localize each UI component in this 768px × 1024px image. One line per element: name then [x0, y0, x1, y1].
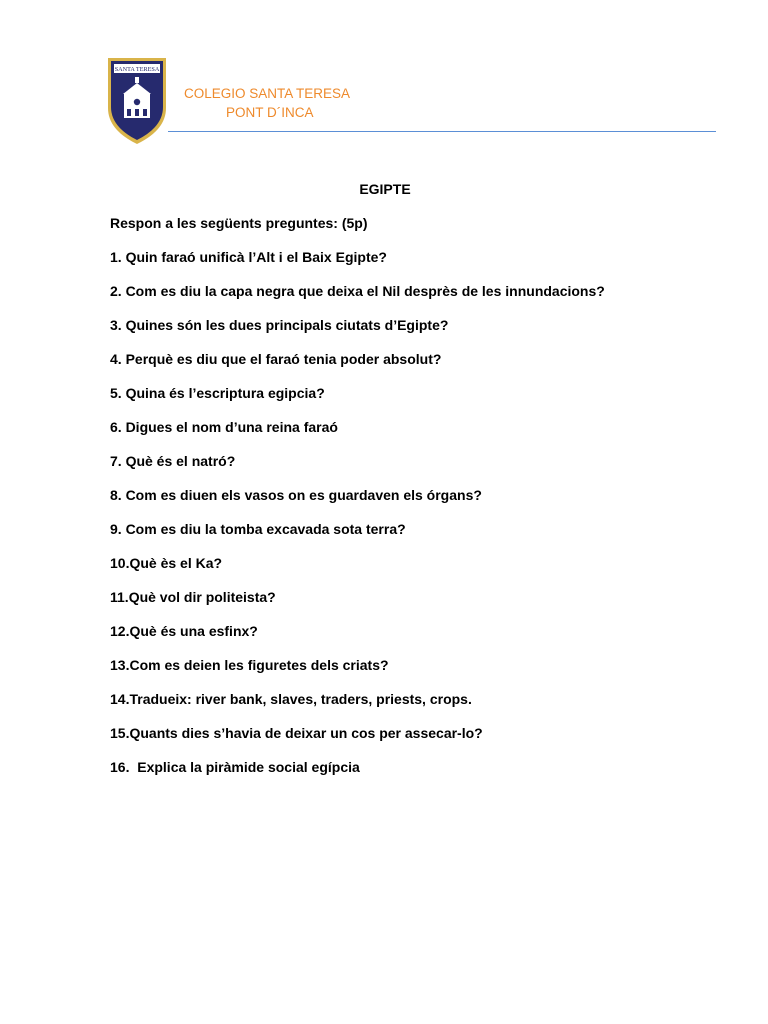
question-item: 8. Com es diuen els vasos on es guardaven els órgans? [110, 487, 482, 503]
question-item: 6. Digues el nom d’una reina faraó [110, 419, 338, 435]
question-item: 1. Quin faraó unificà l’Alt i el Baix Egipte? [110, 249, 387, 265]
question-item: 7. Què és el natró? [110, 453, 236, 469]
question-item: 10.Què ès el Ka? [110, 555, 223, 571]
document-title: EGIPTE [359, 181, 411, 197]
question-item: 14.Tradueix: river bank, slaves, traders, priests, crops. [110, 691, 472, 707]
question-list [110, 249, 605, 793]
school-name-line1: COLEGIO SANTA TERESA [184, 86, 351, 101]
instructions: Respon a les següents preguntes: (5p) [110, 215, 368, 231]
question-item: 13.Com es deien les figuretes dels criats? [110, 657, 389, 673]
school-name [184, 84, 350, 122]
question-item: 2. Com es diu la capa negra que deixa el Nil desprès de les innundacions? [110, 283, 605, 299]
header-divider [168, 131, 716, 132]
question-item: 12.Què és una esfinx? [110, 623, 258, 639]
question-item: 16. Explica la piràmide social egípcia [110, 759, 360, 775]
question-item: 11.Què vol dir politeista? [110, 589, 276, 605]
school-crest-logo [106, 56, 168, 146]
school-name-line2: PONT D´INCA [226, 105, 314, 120]
question-item: 15.Quants dies s’havia de deixar un cos per assecar-lo? [110, 725, 483, 741]
crest-text: SANTA TERESA [114, 66, 160, 73]
question-item: 9. Com es diu la tomba excavada sota terra? [110, 521, 406, 537]
question-item: 5. Quina és l’escriptura egipcia? [110, 385, 325, 401]
question-item: 3. Quines són les dues principals ciutats d’Egipte? [110, 317, 449, 333]
question-item: 4. Perquè es diu que el faraó tenia poder absolut? [110, 351, 442, 367]
